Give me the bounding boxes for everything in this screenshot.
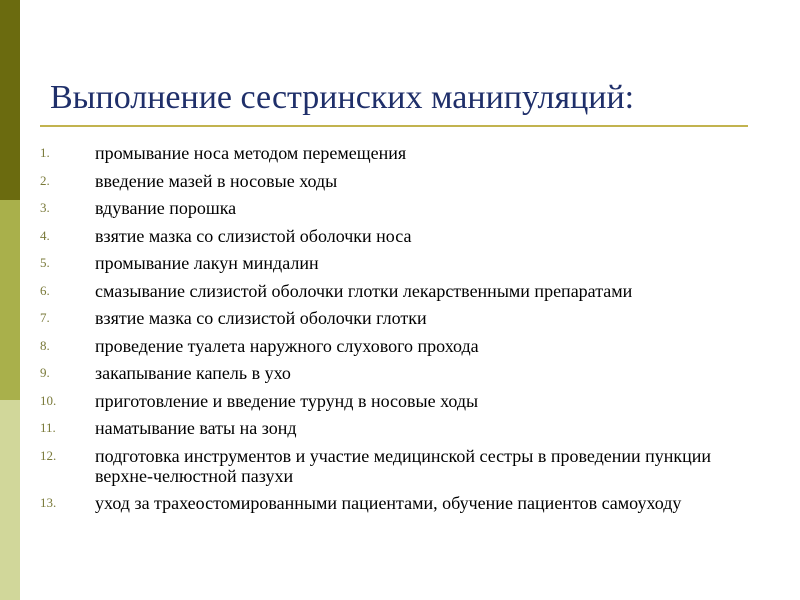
list-item xyxy=(40,281,750,301)
side-bar-segment-light xyxy=(0,400,20,600)
list-item-text: смазывание слизистой оболочки глотки лекарственными препаратами xyxy=(95,280,633,301)
list-item xyxy=(40,391,750,411)
list-item-text: наматывание ваты на зонд xyxy=(95,418,297,438)
list-item-number: 6. xyxy=(40,282,50,298)
list-item-text: введение мазей в носовые ходы xyxy=(95,170,338,191)
side-color-bar xyxy=(0,0,20,600)
list-item-number: 2. xyxy=(40,172,50,188)
list-item xyxy=(40,493,750,513)
list-item xyxy=(40,336,750,356)
list-item-text: закапывание капель в ухо xyxy=(95,363,291,383)
list-item-number: 5. xyxy=(40,255,50,270)
list-item-number: 1. xyxy=(40,145,50,160)
list-item xyxy=(40,198,750,218)
list-item-number: 10. xyxy=(40,392,57,408)
list-item-number: 3. xyxy=(40,200,50,215)
list-item-number: 12. xyxy=(40,447,57,463)
list-item-text: приготовление и введение турунд в носовые ходы xyxy=(95,390,479,411)
side-bar-segment-dark xyxy=(0,0,20,200)
list-item-text: вдувание порошка xyxy=(95,198,237,218)
list-item-text: подготовка инструментов и участие медицинской сестры в проведении пункции верхне-челюстной пазухи xyxy=(95,445,712,486)
manipulations-list xyxy=(40,143,750,521)
list-item xyxy=(40,253,750,273)
list-item xyxy=(40,418,750,438)
slide-title: Выполнение сестринских манипуляций: xyxy=(50,79,635,116)
list-item-number: 13. xyxy=(40,495,57,510)
list-item-text: взятие мазка со слизистой оболочки глотки xyxy=(95,308,427,328)
title-underline xyxy=(40,125,748,127)
list-item-text: промывание носа методом перемещения xyxy=(95,143,407,163)
list-item-text: проведение туалета наружного слухового прохода xyxy=(95,335,479,356)
list-item-number: 4. xyxy=(40,227,50,243)
list-item-number: 8. xyxy=(40,337,50,353)
list-item xyxy=(40,363,750,383)
list-item-number: 11. xyxy=(40,420,56,435)
side-bar-segment-mid xyxy=(0,200,20,400)
list-item xyxy=(40,143,750,163)
list-item-text: промывание лакун миндалин xyxy=(95,253,319,273)
list-item-number: 9. xyxy=(40,365,50,380)
list-item xyxy=(40,226,750,246)
list-item xyxy=(40,446,750,486)
list-item-text: уход за трахеостомированными пациентами, обучение пациентов самоуходу xyxy=(95,493,682,513)
list-item-number: 7. xyxy=(40,310,50,325)
list-item-text: взятие мазка со слизистой оболочки носа xyxy=(95,225,412,246)
list-item xyxy=(40,308,750,328)
list-item xyxy=(40,171,750,191)
